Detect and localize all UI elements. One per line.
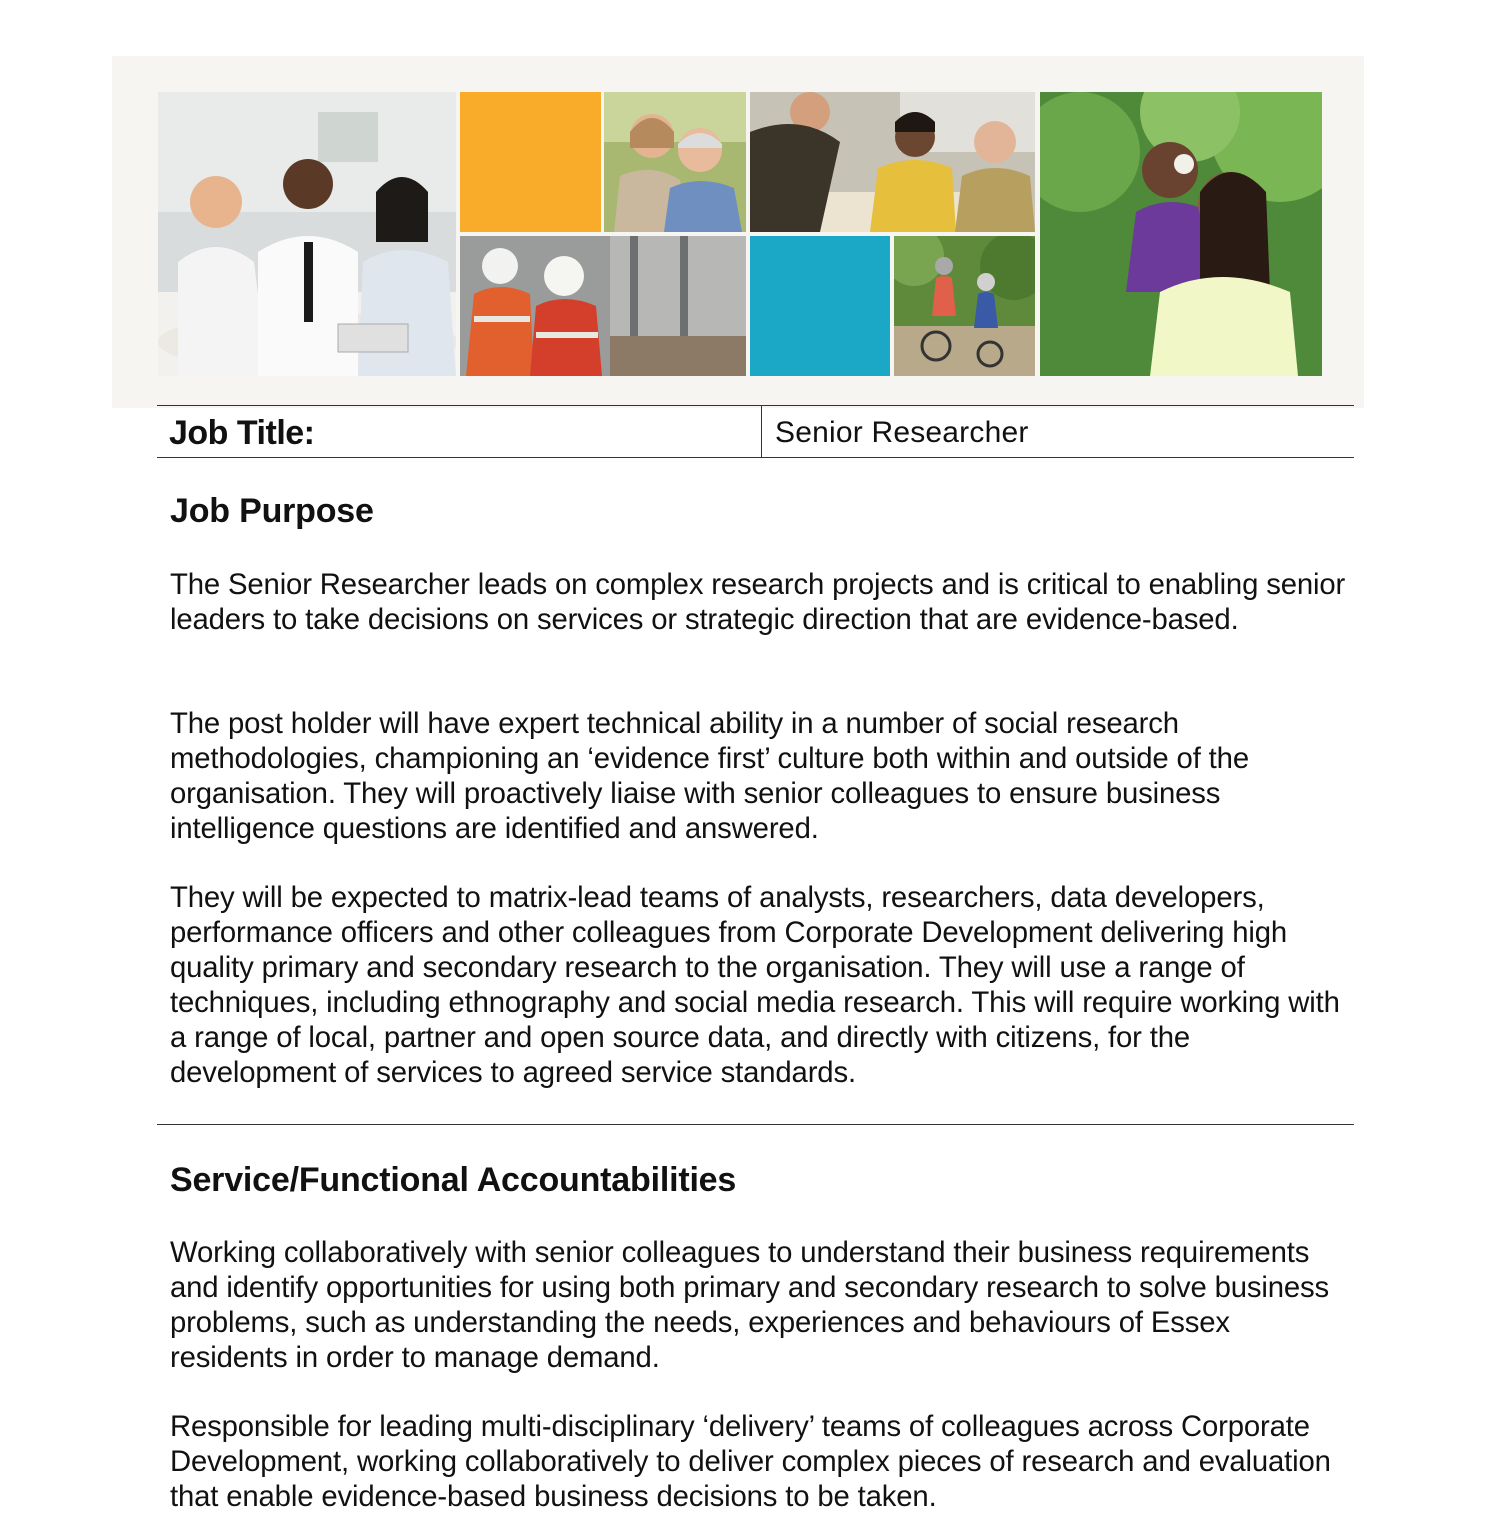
construction-workers-photo: [460, 236, 746, 376]
accountabilities-paragraph-1: Working collaboratively with senior colleagues to understand their business requirements and identify opportunities for using both primary and secondary research to solve business problems, such as understanding the needs, experiences and behaviours of Essex residents in order to manage demand.: [170, 1236, 1330, 1374]
job-purpose-heading: Job Purpose: [170, 492, 374, 530]
job-title-label: Job Title:: [169, 414, 315, 452]
job-title-value: Senior Researcher: [775, 416, 1029, 449]
job-title-table: [157, 405, 1354, 458]
teal-square: [750, 236, 890, 376]
office-meeting-photo: [158, 92, 456, 376]
job-purpose-paragraph-1: The Senior Researcher leads on complex research projects and is critical to enabling senior leaders to take decisions on services or strategic direction that are evidence-based.: [170, 568, 1346, 636]
family-cycling-photo: [894, 236, 1035, 376]
section-divider: [157, 1124, 1354, 1125]
header-banner: [112, 56, 1364, 408]
mother-child-photo: [1040, 92, 1322, 376]
job-purpose-paragraph-3: They will be expected to matrix-lead teams of analysts, researchers, data developers, performance officers and other colleagues from Corporate Development delivering high quality primary and secondary research to the organisation. They will use a range of techniques, including ethnography and social media research. This will require working with a range of local, partner and open source data, and directly with citizens, for the development of services to agreed service standards.: [170, 881, 1340, 1089]
accountabilities-heading: Service/Functional Accountabilities: [170, 1161, 737, 1199]
elderly-couple-photo: [604, 92, 746, 232]
orange-square: [460, 92, 601, 232]
table-divider: [761, 406, 762, 457]
colleagues-discussion-photo: [750, 92, 1035, 232]
job-purpose-paragraph-2: The post holder will have expert technical ability in a number of social research methodologies, championing an ‘evidence first’ culture both within and outside of the organisation. They will proactively liaise with senior colleagues to ensure business intelligence questions are identified and answered.: [170, 707, 1249, 845]
accountabilities-paragraph-2: Responsible for leading multi-disciplinary ‘delivery’ teams of colleagues across Corporate Development, working collaboratively to deliver complex pieces of research and evaluation that enable evidence-based business decisions to be taken.: [170, 1410, 1331, 1513]
